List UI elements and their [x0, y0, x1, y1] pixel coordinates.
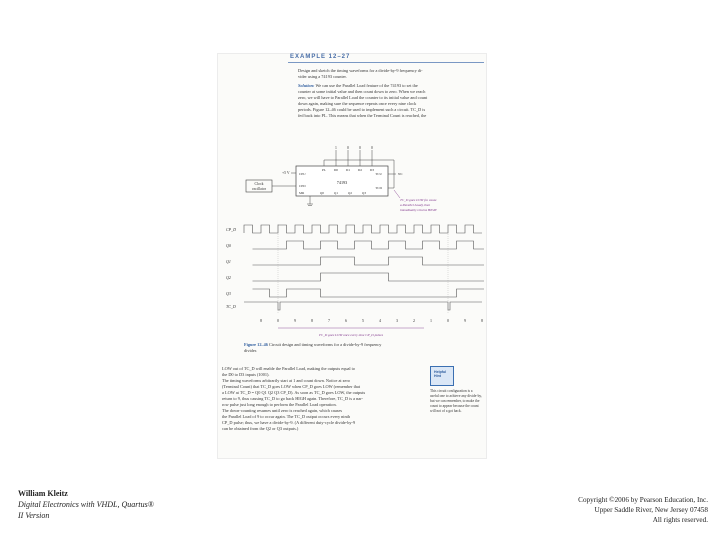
wave-q1	[253, 257, 485, 265]
pin-d1: D1	[345, 168, 351, 172]
pin-value-d2: 0	[359, 146, 361, 150]
clock-label: Clock	[254, 182, 264, 186]
wave-label-tcd: TC_D	[226, 304, 236, 309]
out-q1: Q1	[333, 191, 339, 195]
out-q2: Q2	[347, 191, 353, 195]
timing-waveforms	[224, 222, 484, 340]
body-line-3: The timing waveforms arbitrarily start at 1 and count down. Notice at zero	[222, 378, 351, 383]
pin-tcu: TCU	[375, 172, 382, 176]
pin-d0: D0	[333, 168, 339, 172]
count-value: 8	[260, 318, 262, 323]
caption-text-2: divider.	[244, 348, 258, 353]
hint-icon	[430, 366, 454, 386]
count-value: 8	[481, 318, 483, 323]
pin-d2: D2	[357, 168, 363, 172]
count-value: 1	[430, 318, 432, 323]
count-value: 5	[362, 318, 364, 323]
count-value: 7	[328, 318, 330, 323]
pin-mr: MR	[299, 191, 305, 195]
wave-q3	[253, 289, 485, 297]
wave-label-cpd: CP_D	[226, 227, 236, 232]
body-text	[222, 366, 412, 432]
body-line-8: The down-counting resumes until zero is reached again, which causes	[222, 408, 343, 413]
solution-line-5: periods. Figure 12–46 could be used to implement such a circuit. TC_D is	[298, 107, 426, 112]
example-rule	[288, 62, 484, 63]
counter-circuit-diagram	[244, 144, 468, 220]
copyright-line: Copyright ©2006 by Pearson Education, Inc.	[578, 496, 708, 504]
wave-cpd	[244, 225, 482, 233]
wave-label-q3: Q3	[226, 291, 231, 296]
note-pointer	[394, 190, 400, 198]
body-line-2: the D0 to D3 inputs (1001).	[222, 372, 270, 377]
solution-line-3: zero, we will have to Parallel Load the counter to its initial value and count	[298, 95, 428, 100]
solution-line-2: counter at some initial value and then count down to zero. When we reach	[298, 89, 426, 94]
wave-tcd	[244, 302, 482, 310]
out-q3: Q3	[361, 191, 367, 195]
hint-label	[434, 370, 446, 378]
intro-line-2: vider using a 74193 counter.	[298, 74, 347, 79]
solution-line-6: fed back into PL. This means that when the Terminal Count is reached, the	[298, 113, 427, 118]
wave-q0	[253, 241, 485, 249]
wave-label-q1: Q1	[226, 259, 231, 264]
note-line-3: immediately returns HIGH	[400, 208, 437, 212]
textbook-page	[218, 54, 486, 458]
pin-cpu: CPU	[299, 172, 306, 176]
hint-label-2: Hint	[434, 374, 441, 378]
count-value: 0	[447, 318, 449, 323]
body-line-7: row pulse just long enough to perform the Parallel Load operation.	[222, 402, 337, 407]
count-values	[260, 318, 483, 323]
intro-line-1: Design and sketch the timing waveforms for a divide-by-9 frequency di-	[298, 68, 423, 73]
note-line-2: a Parallel Load), then	[400, 203, 431, 207]
body-line-6: return to 9, thus causing TC_D to go back HIGH again. Therefore, TC_D is a nar-	[222, 396, 363, 401]
vcc-label: +5 V	[282, 171, 290, 175]
period-note: TC_D goes LOW once every nine CP_D pulses	[318, 333, 384, 337]
count-value: 2	[413, 318, 415, 323]
solution-line-4: down again, making sure the sequence repeats once every nine clock	[298, 101, 417, 106]
wave-q2	[253, 273, 485, 281]
pin-pl: PL	[322, 168, 326, 172]
pin-value-d0: 1	[335, 146, 337, 150]
address-line: Upper Saddle River, New Jersey 07458	[594, 505, 708, 514]
count-value: 3	[396, 318, 398, 323]
wave-label-q2: Q2	[226, 275, 231, 280]
count-value: 0	[277, 318, 279, 323]
clock-label-2: oscillator	[251, 187, 267, 191]
solution-label: Solution:	[298, 83, 315, 88]
count-value: 8	[311, 318, 313, 323]
note-line-1: TC_D goes LOW (to cause	[400, 198, 437, 202]
footer-left	[18, 488, 154, 521]
count-value: 4	[379, 318, 381, 323]
caption-figure-number: Figure 12–46	[244, 342, 268, 347]
solution-text-1: We can use the Parallel Load feature of the 74193 to set the	[314, 83, 418, 88]
body-line-10: CP_D pulse; thus, we have a divide-by-9. (A different duty-cycle divide-by-9	[222, 420, 356, 425]
body-line-9: the Parallel Load of 9 to occur again. The TC_D output occurs every ninth	[222, 414, 350, 419]
count-value: 9	[464, 318, 466, 323]
footer-right	[578, 496, 708, 525]
nc-label: NC	[398, 172, 403, 176]
body-line-1: LOW out of TC_D will enable the Parallel Load, making the outputs equal to	[222, 366, 356, 371]
book-title: Digital Electronics with VHDL, Quartus®	[18, 500, 154, 509]
body-line-5: a LOW at TC_D = Q0 Q1 Q2 Q3 CP_D). As soon as TC_D goes LOW, the outputs	[222, 390, 366, 395]
pin-d3: D3	[369, 168, 375, 172]
chip-label: 74193	[336, 180, 348, 185]
wave-label-q0: Q0	[226, 243, 231, 248]
figure-caption	[244, 342, 381, 354]
helpful-hint	[430, 366, 482, 414]
body-line-4: (Terminal Count) that TC_D goes LOW when CP_D goes LOW (remember that	[222, 384, 361, 389]
body-line-11: can be obtained from the Q2 or Q3 outputs.)	[222, 426, 299, 431]
hint-label-1: Helpful	[434, 370, 447, 374]
example-title: EXAMPLE 12–27	[290, 54, 351, 60]
count-value: 6	[345, 318, 347, 323]
caption-text-1: Circuit design and timing waveforms for a divide-by-9 frequency	[267, 342, 382, 347]
rights-line: All rights reserved.	[652, 515, 708, 524]
pin-tcd: TCD	[375, 186, 382, 190]
wave-traces	[244, 224, 484, 314]
out-q0: Q0	[319, 191, 325, 195]
book-title-2: II Version	[18, 511, 50, 520]
top-inputs	[335, 146, 373, 166]
author-name: William Kleitz	[18, 489, 68, 498]
pin-cpd: CPD	[299, 184, 306, 188]
pin-value-d3: 0	[371, 146, 373, 150]
hint-text: This circuit configuration is a useful one to achieve any divide-by, but we can remember, to make the count to appear because the count will not of a got back.	[430, 389, 482, 413]
pin-value-d1: 0	[347, 146, 349, 150]
count-value: 9	[294, 318, 296, 323]
